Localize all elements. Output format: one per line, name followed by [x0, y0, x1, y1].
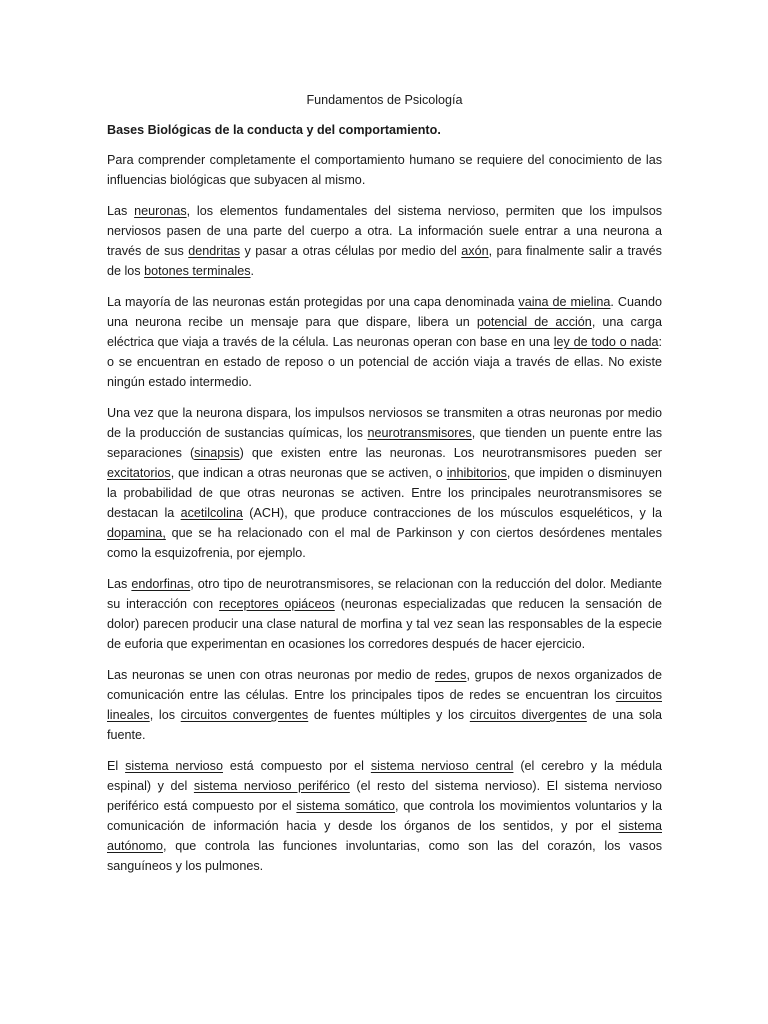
term-sistema-autonomo: sistema autónomo [107, 819, 662, 853]
term-dopamina: dopamina, [107, 526, 166, 540]
paragraph-redes [107, 665, 662, 745]
text-run: , que tienden un puente entre las separaciones ( [107, 426, 662, 460]
text-run: Las neuronas se unen con otras neuronas por medio de [107, 668, 435, 682]
text-run: (el cerebro y la médula espinal) y del [107, 759, 662, 793]
text-run: , los [149, 708, 181, 722]
text-run: (el resto del sistema nervioso). El sistema nervioso periférico está compuesto por el [107, 779, 663, 813]
term-dendritas: dendritas [188, 244, 241, 258]
text-run: , que impiden o disminuyen la probabilidad de que otras neuronas se activen. Entre los principales neurotransmisores se destacan la [107, 466, 662, 520]
text-run: , los elementos fundamentales del sistema nervioso, permiten que los impulsos nerviosos pasen de una parte del cuerpo a otra. La información suele entrar a una neurona a través de sus [107, 204, 662, 258]
text-run: ) que existen entre las neuronas. Los neurotransmisores pueden ser [239, 446, 662, 460]
term-neuronas: neuronas [134, 204, 187, 218]
term-redes: redes [434, 668, 467, 682]
paragraph-neuronas [107, 201, 662, 281]
text-run: El [107, 759, 126, 773]
term-botones-terminales: botones terminales [144, 264, 251, 278]
term-acetilcolina: acetilcolina [180, 506, 243, 520]
term-sistema-nervioso: sistema nervioso [125, 759, 223, 773]
text-run: que se ha relacionado con el mal de Parkinson y con ciertos desórdenes mentales como la esquizofrenia, por ejemplo. [107, 526, 662, 560]
text-run: , que indican a otras neuronas que se activen, o [170, 466, 447, 480]
term-circuitos-divergentes: circuitos divergentes [469, 708, 587, 722]
term-receptores-opiaceos: receptores opiáceos [219, 597, 335, 611]
paragraph-intro: Para comprender completamente el comportamiento humano se requiere del conocimiento de las influencias biológicas que subyacen al mismo. [107, 153, 662, 187]
term-sistema-somatico: sistema somático [296, 799, 396, 813]
paragraph-endorfinas [107, 574, 662, 654]
term-ley-de-todo-o-nada: ley de todo o nada [553, 335, 659, 349]
term-inhibitorios: inhibitorios [446, 466, 507, 480]
text-run: Las [107, 577, 132, 591]
term-excitatorios: excitatorios [107, 466, 171, 480]
term-vaina-de-mielina: vaina de mielina [518, 295, 611, 309]
term-axon: axón [461, 244, 489, 258]
text-run: : o se encuentran en estado de reposo o un potencial de acción viaja a través de ellas. No existe ningún estado intermedio. [107, 335, 662, 389]
paragraph-mielina [107, 292, 662, 392]
text-run: de una sola fuente. [107, 708, 663, 742]
term-neurotransmisores: neurotransmisores [367, 426, 472, 440]
text-run: y pasar a otras células por medio del [240, 244, 462, 258]
text-run: de fuentes múltiples y los [308, 708, 470, 722]
text-run: (ACH), que produce contracciones de los músculos esqueléticos, y la [242, 506, 662, 520]
term-sistema-nervioso-periferico: sistema nervioso periférico [193, 779, 350, 793]
term-endorfinas: endorfinas [131, 577, 191, 591]
text-run: La mayoría de las neuronas están protegidas por una capa denominada [107, 295, 519, 309]
term-circuitos-convergentes: circuitos convergentes [180, 708, 309, 722]
paragraph-neurotransmisores [107, 403, 662, 563]
text-run: . [250, 264, 255, 278]
document-page [107, 90, 662, 876]
term-sistema-nervioso-central: sistema nervioso central [370, 759, 514, 773]
text-run: . Cuando una neurona recibe un mensaje para que dispare, libera un [107, 295, 662, 329]
text-run: Las [107, 204, 135, 218]
term-circuitos-lineales: circuitos lineales [107, 688, 662, 722]
text-run: , que controla las funciones involuntarias, como son las del corazón, los vasos sanguíneos y los pulmones. [107, 839, 662, 873]
text-run: , una carga eléctrica que viaja a través de la célula. Las neuronas operan con base en una [107, 315, 662, 349]
paragraph-sistema-nervioso [107, 756, 662, 876]
text-run: (neuronas especializadas que reducen la sensación de dolor) parecen producir una clase natural de morfina y tal vez sean las responsables de la especie de euforia que experimentan en ocasiones los corredores después de hacer ejercicio. [107, 597, 662, 651]
text-run: , grupos de nexos organizados de comunicación entre las células. Entre los principales tipos de redes se encuentran los [107, 668, 662, 702]
section-heading: Bases Biológicas de la conducta y del comportamiento. [107, 123, 441, 137]
text-run: , que controla los movimientos voluntarios y la comunicación de información hacia y desde los órganos de los sentidos, y por el [107, 799, 662, 833]
text-run: , otro tipo de neurotransmisores, se relacionan con la reducción del dolor. Mediante su interacción con [107, 577, 662, 611]
text-run: Una vez que la neurona dispara, los impulsos nerviosos se transmiten a otras neuronas por medio de la producción de sustancias químicas, los [107, 406, 662, 440]
document-title: Fundamentos de Psicología [306, 93, 463, 107]
term-sinapsis: sinapsis [194, 446, 240, 460]
text-run: está compuesto por el [222, 759, 371, 773]
text-run: , para finalmente salir a través de los [107, 244, 662, 278]
term-potencial-de-accion: potencial de acción [476, 315, 592, 329]
